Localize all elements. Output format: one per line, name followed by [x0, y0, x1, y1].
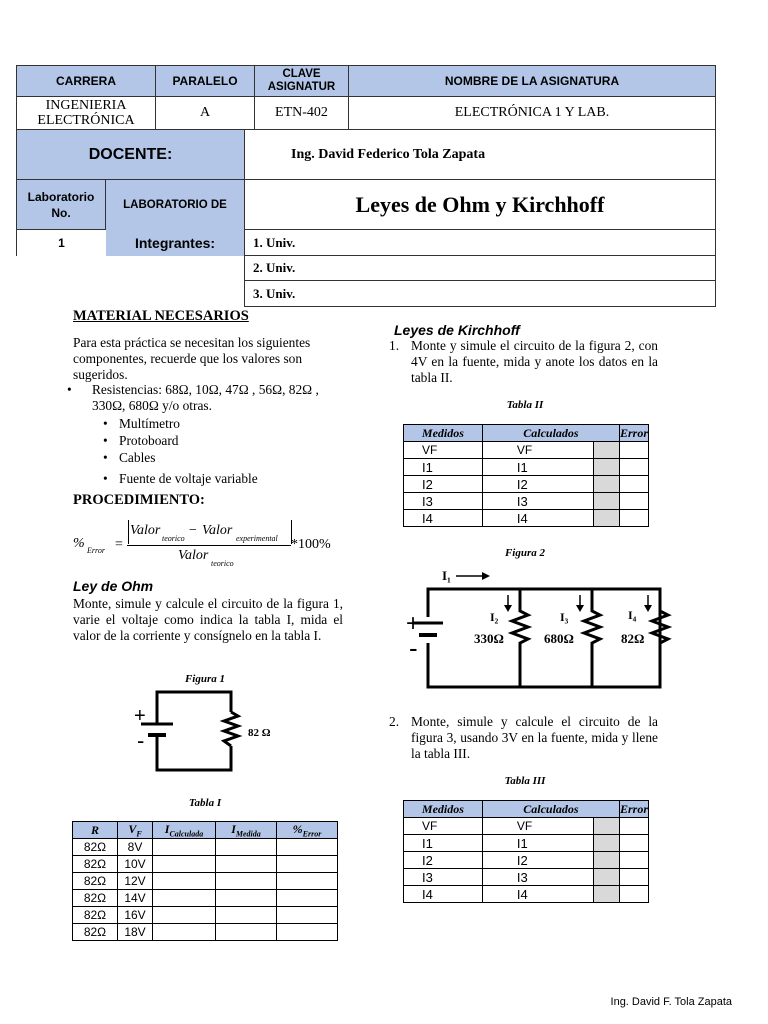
fig2-resistor-330: [512, 589, 528, 687]
fig2-arrowhead-i1: [482, 572, 490, 580]
cell-shaded: [594, 852, 620, 869]
cell-empty[interactable]: [153, 856, 216, 873]
cell-calculado: VF: [482, 442, 594, 459]
nombre-value: ELECTRÓNICA 1 Y LAB.: [348, 96, 716, 130]
paralelo-label: PARALELO: [155, 65, 255, 97]
paralelo-value: A: [155, 96, 255, 130]
table-row: [404, 476, 649, 493]
fig1-resistor-label: 82 Ω: [248, 727, 271, 739]
error-formula: [73, 518, 348, 568]
col-i-med: [216, 822, 277, 839]
cell-r: 82Ω: [73, 839, 118, 856]
cell-empty[interactable]: [619, 493, 648, 510]
lab-no-value: 1: [16, 229, 106, 256]
cell-medido: I2: [404, 476, 483, 493]
cell-empty[interactable]: [619, 869, 648, 886]
cell-r: 82Ω: [73, 890, 118, 907]
cell-empty[interactable]: [277, 907, 338, 924]
lab-no-label: Laboratorio No.: [16, 179, 106, 230]
resistencias-item: • Resistencias: 68Ω, 10Ω, 47Ω , 56Ω, 82Ω , 330Ω, 680Ω y/o otras.: [67, 382, 319, 413]
cell-shaded: [594, 835, 620, 852]
formula-num-b-sub: experimental: [236, 534, 278, 543]
col-error: [277, 822, 338, 839]
cell-shaded: [594, 476, 620, 493]
material-intro: Para esta práctica se necesitan los siguientes componentes, recuerde que los valores son sugeridos.: [73, 335, 311, 382]
cell-calculado: I4: [482, 886, 594, 903]
cell-empty[interactable]: [216, 873, 277, 890]
cell-r: 82Ω: [73, 873, 118, 890]
table-row: [404, 459, 649, 476]
cell-empty[interactable]: [277, 856, 338, 873]
docente-label: DOCENTE:: [16, 129, 245, 180]
kirchhoff-title: Leyes de Kirchhoff: [394, 322, 520, 338]
fig1-resistor: [224, 712, 238, 746]
cell-v: 10V: [118, 856, 153, 873]
col-error: Error: [619, 425, 648, 440]
col-i-med-sub: Medida: [235, 829, 261, 839]
integrante-3: 3. Univ.: [244, 280, 716, 307]
fig2-arrowhead-i2: [504, 605, 512, 612]
cell-calculado: I1: [482, 835, 594, 852]
cell-calculado: I3: [482, 869, 594, 886]
nombre-label: NOMBRE DE LA ASIGNATURA: [348, 65, 716, 97]
cell-v: 8V: [118, 839, 153, 856]
cell-empty[interactable]: [619, 459, 648, 476]
cell-r: 82Ω: [73, 907, 118, 924]
cell-empty[interactable]: [216, 839, 277, 856]
table-row: [404, 510, 649, 527]
formula-eq: =: [115, 537, 123, 552]
cell-empty[interactable]: [216, 890, 277, 907]
table-row: [404, 835, 649, 852]
col-i-calc-main: I: [164, 822, 170, 836]
cell-empty[interactable]: [216, 924, 277, 941]
cell-calculado: I2: [482, 852, 594, 869]
docente-value: Ing. David Federico Tola Zapata: [244, 129, 716, 180]
list-item: • Multímetro: [119, 415, 345, 432]
cell-empty[interactable]: [277, 839, 338, 856]
clave-value: ETN-402: [254, 96, 349, 130]
tabla-1: [72, 821, 338, 941]
cell-shaded: [594, 459, 620, 476]
fig2-label-r82: 82Ω: [621, 631, 645, 646]
table-row: [404, 869, 649, 886]
cell-v: 12V: [118, 873, 153, 890]
cell-empty[interactable]: [619, 886, 648, 903]
col-calculados: Calculados: [482, 801, 619, 818]
fig2-minus-sign: -: [409, 633, 418, 663]
cell-medido: I4: [404, 510, 483, 527]
col-vf: [118, 822, 153, 839]
material-title: MATERIAL NECESARIOS: [73, 308, 249, 324]
col-i-med-main: I: [231, 822, 236, 836]
fig1-minus-sign: -: [137, 728, 145, 753]
fig2-label-i3: I₃: [560, 610, 569, 624]
cell-empty[interactable]: [277, 873, 338, 890]
material-list: [67, 382, 345, 487]
fig2-arrowhead-i3: [576, 605, 584, 612]
tabla3-caption: Tabla III: [504, 775, 546, 787]
cell-medido: I1: [404, 835, 483, 852]
col-vf-sub: F: [136, 829, 142, 839]
cell-v: 18V: [118, 924, 153, 941]
col-medidos: Medidos: [404, 801, 483, 818]
integrante-2: 2. Univ.: [244, 255, 716, 281]
figure-2-circuit: [404, 565, 676, 693]
cell-empty[interactable]: [153, 924, 216, 941]
cell-medido: VF: [404, 442, 483, 459]
formula-den-sub: teorico: [211, 559, 234, 568]
cell-calculado: VF: [482, 818, 594, 835]
list-item: • Cables: [119, 449, 345, 466]
col-i-calc: [153, 822, 216, 839]
cell-shaded: [594, 869, 620, 886]
tabla-2: [403, 424, 649, 527]
col-vf-main: V: [128, 822, 137, 836]
cell-calculado: I3: [482, 493, 594, 510]
table-row: [404, 886, 649, 903]
cell-calculado: I1: [482, 459, 594, 476]
table-row: [73, 924, 338, 941]
cell-empty[interactable]: [153, 839, 216, 856]
formula-times: *100%: [291, 537, 331, 552]
table-header-row: [404, 801, 649, 818]
item2-text: Monte, simule y calcule el circuito de la figura 3, usando 3V en la fuente, mida y llene la tabla III.: [411, 714, 658, 761]
cell-empty[interactable]: [277, 924, 338, 941]
table-row: [73, 839, 338, 856]
cell-medido: I3: [404, 869, 483, 886]
cell-empty[interactable]: [619, 852, 648, 869]
table-row: [73, 873, 338, 890]
cell-medido: I1: [404, 459, 483, 476]
cell-empty[interactable]: [216, 907, 277, 924]
list-item: • Fuente de voltaje variable: [119, 470, 345, 487]
footer-author: Ing. David F. Tola Zapata: [610, 996, 732, 1008]
cell-empty[interactable]: [153, 890, 216, 907]
cell-v: 16V: [118, 907, 153, 924]
fig1-wire-top: [157, 692, 231, 724]
ohm-title: Ley de Ohm: [73, 578, 154, 594]
list-item: • Protoboard: [119, 432, 345, 449]
carrera-label: CARRERA: [16, 65, 156, 97]
cell-empty[interactable]: [277, 890, 338, 907]
cell-empty[interactable]: [619, 510, 648, 527]
cell-shaded: [594, 442, 620, 459]
col-error: Error: [619, 801, 648, 816]
fig2-caption: Figura 2: [504, 547, 546, 559]
formula-num-a-sub: teorico: [162, 534, 185, 543]
fig2-label-i2: I₂: [490, 610, 499, 624]
formula-den: Valor: [178, 548, 209, 563]
table-row: [73, 890, 338, 907]
item1-text: Monte y simule el circuito de la figura 2, con 4V en la fuente, mida y anote los datos en la tabla II.: [411, 338, 658, 385]
item1-num: 1.: [389, 338, 400, 353]
table-header-row: [73, 822, 338, 839]
cell-empty[interactable]: [153, 873, 216, 890]
formula-lhs-sub: Error: [87, 546, 105, 555]
cell-empty[interactable]: [619, 818, 648, 835]
cell-medido: VF: [404, 818, 483, 835]
cell-shaded: [594, 818, 620, 835]
cell-medido: I3: [404, 493, 483, 510]
procedimiento-title: PROCEDIMIENTO:: [73, 492, 205, 508]
table-row: [73, 907, 338, 924]
cell-medido: I4: [404, 886, 483, 903]
col-error-main: %: [292, 822, 303, 836]
carrera-value: INGENIERIA ELECTRÓNICA: [16, 96, 156, 130]
formula-minus: −: [189, 523, 197, 538]
cell-v: 14V: [118, 890, 153, 907]
fig2-label-i1: I₁: [442, 568, 451, 583]
col-i-calc-sub: Calculada: [169, 829, 204, 839]
clave-label: CLAVE ASIGNATUR: [254, 65, 349, 97]
formula-num-b: Valor: [202, 523, 233, 538]
fig2-label-r330: 330Ω: [474, 631, 504, 646]
table-row: [404, 852, 649, 869]
fig2-label-r680: 680Ω: [544, 631, 574, 646]
cell-calculado: I4: [482, 510, 594, 527]
integrantes-label: Integrantes:: [106, 229, 244, 256]
table-row: [404, 818, 649, 835]
fig2-plus-sign: +: [406, 610, 421, 637]
resistencias-text: Resistencias: 68Ω, 10Ω, 47Ω , 56Ω, 82Ω , 330Ω, 680Ω y/o otras.: [92, 382, 319, 413]
formula-lhs: %: [73, 536, 85, 551]
fig1-caption: Figura 1: [184, 673, 226, 685]
col-r: R: [73, 822, 118, 839]
lab-title: Leyes de Ohm y Kirchhoff: [244, 179, 716, 230]
fig1-wire-bottom: [157, 736, 231, 770]
cell-calculado: I2: [482, 476, 594, 493]
cell-empty[interactable]: [619, 835, 648, 852]
col-error-sub: Error: [302, 829, 322, 839]
col-medidos: Medidos: [404, 425, 483, 442]
ohm-text: Monte, simule y calcule el circuito de la figura 1, varie el voltaje como indica la tabla I, mida el valor de la corriente y consígnelo en la tabla I.: [73, 596, 343, 643]
table-header-row: [404, 425, 649, 442]
fig2-arrowhead-i4: [644, 605, 652, 612]
cell-medido: I2: [404, 852, 483, 869]
cell-shaded: [594, 886, 620, 903]
integrante-1: 1. Univ.: [244, 229, 716, 256]
tabla-3: [403, 800, 649, 903]
figure-1-circuit: [128, 688, 288, 780]
lab-de-label: LABORATORIO DE: [105, 179, 245, 230]
cell-empty[interactable]: [619, 442, 648, 459]
formula-num-a: Valor: [130, 523, 161, 538]
tabla1-caption: Tabla I: [188, 797, 222, 809]
fig1-plus-sign: +: [134, 705, 146, 727]
table-row: [73, 856, 338, 873]
cell-empty[interactable]: [216, 856, 277, 873]
tabla2-caption: Tabla II: [506, 399, 544, 411]
table-row: [404, 493, 649, 510]
cell-empty[interactable]: [153, 907, 216, 924]
cell-shaded: [594, 510, 620, 527]
item2-num: 2.: [389, 714, 400, 729]
cell-empty[interactable]: [619, 476, 648, 493]
table-row: [404, 442, 649, 459]
cell-r: 82Ω: [73, 856, 118, 873]
col-calculados: Calculados: [482, 425, 619, 442]
cell-shaded: [594, 493, 620, 510]
fig2-resistor-680: [584, 589, 600, 687]
cell-r: 82Ω: [73, 924, 118, 941]
fig2-label-i4: I₄: [628, 608, 637, 622]
